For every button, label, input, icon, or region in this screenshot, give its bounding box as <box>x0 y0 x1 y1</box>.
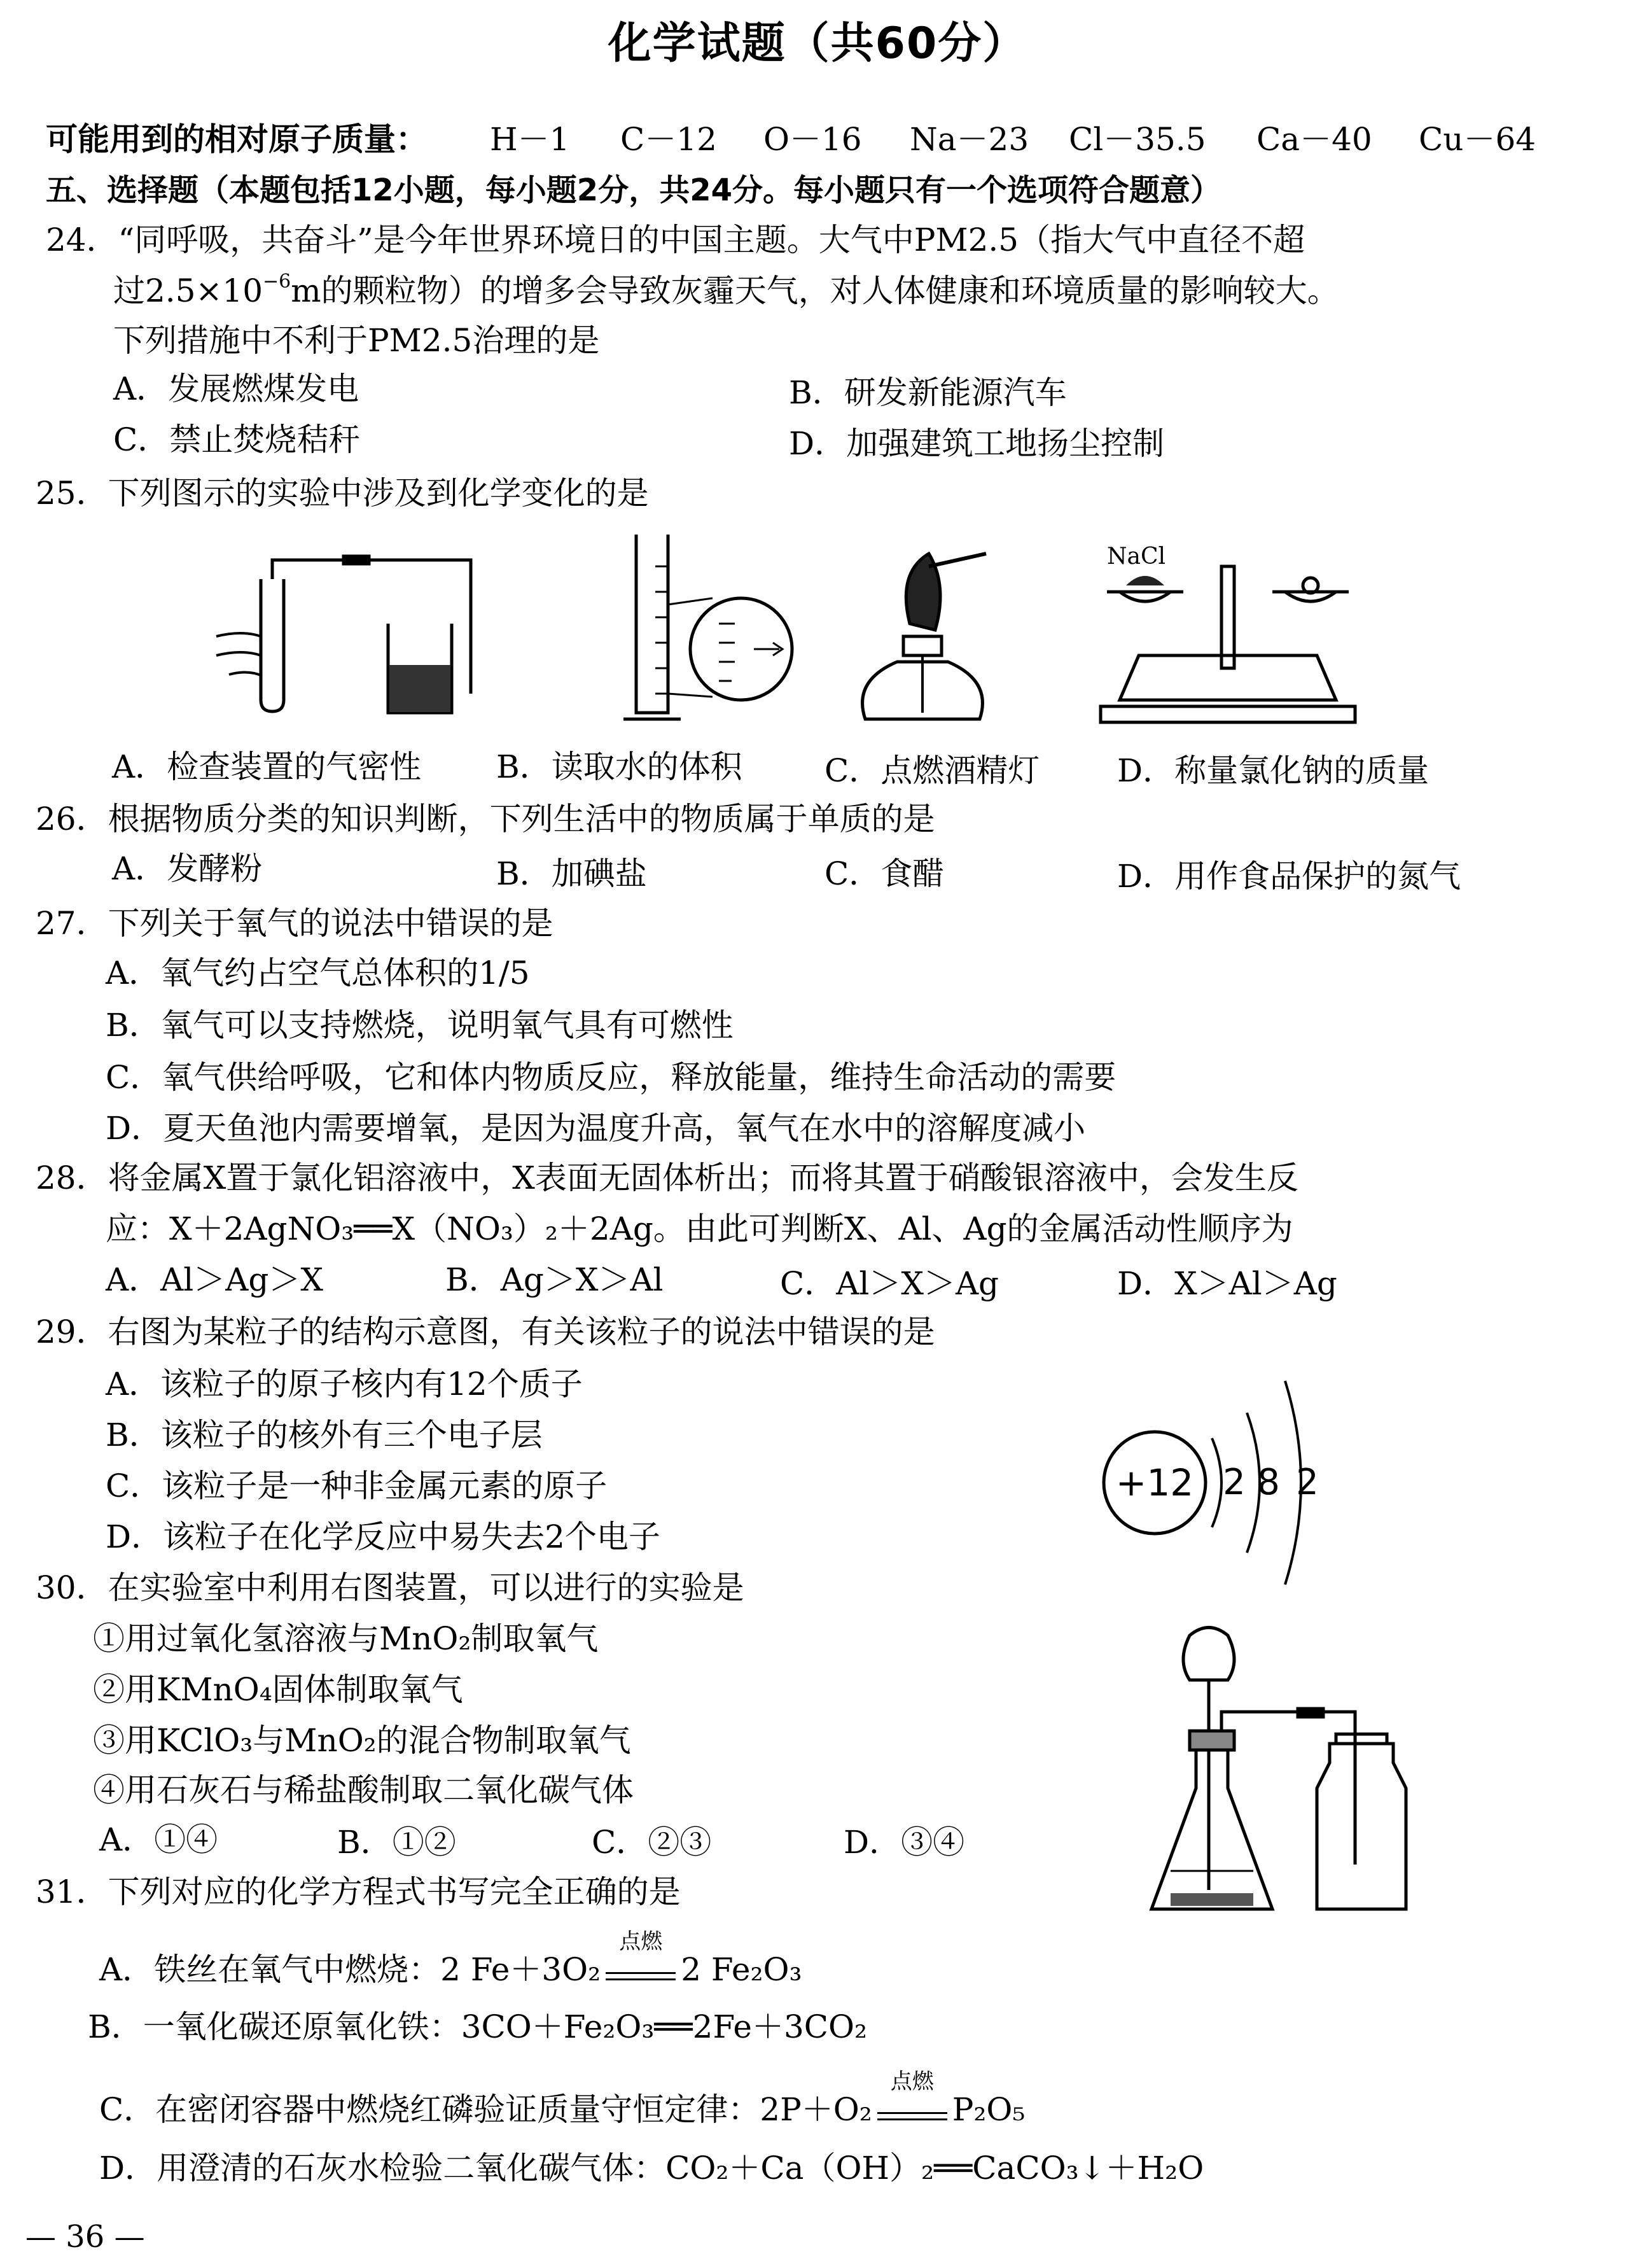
q28-option-a: A．Al＞Ag＞X <box>106 1261 323 1298</box>
atomic-mass-label: 可能用到的相对原子质量： <box>46 121 428 158</box>
q30-option-a: A．①④ <box>99 1821 218 1858</box>
q27-option-c: C．氧气供给呼吸，它和体内物质反应，释放能量，维持生命活动的需要 <box>106 1059 1117 1096</box>
q30-option-b: B．①② <box>337 1824 456 1861</box>
q28-option-c: C．Al＞X＞Ag <box>780 1265 999 1302</box>
q24-option-b: B．研发新能源汽车 <box>789 374 1067 411</box>
atomic-mass-cu: Cu－64 <box>1419 121 1536 158</box>
q26-stem: 26．根据物质分类的知识判断，下列生活中的物质属于单质的是 <box>36 801 935 837</box>
q25-stem: 25．下列图示的实验中涉及到化学变化的是 <box>36 475 649 512</box>
q30-item-1: ①用过氧化氢溶液与MnO₂制取氧气 <box>93 1620 599 1657</box>
shell-1-electrons: 2 <box>1223 1462 1246 1503</box>
q30-apparatus-figure <box>1145 1616 1431 1915</box>
q30-item-2: ②用KMnO₄固体制取氧气 <box>93 1671 463 1708</box>
reaction-arrow-ignite: 点燃 <box>606 1953 676 1980</box>
q25-option-d: D．称量氯化钠的质量 <box>1117 752 1430 789</box>
q29-stem: 29．右图为某粒子的结构示意图，有关该粒子的说法中错误的是 <box>36 1313 935 1350</box>
q30-option-d: D．③④ <box>844 1824 965 1861</box>
nucleus-charge: +12 <box>1115 1461 1194 1504</box>
shell-2-electrons: 8 <box>1257 1462 1280 1503</box>
q31-option-c: C．在密闭容器中燃烧红磷验证质量守恒定律：2P＋O₂ 点燃 P₂O₅ <box>99 2069 1026 2128</box>
shell-3-electrons: 2 <box>1296 1462 1319 1503</box>
q24-option-d: D．加强建筑工地扬尘控制 <box>789 425 1165 462</box>
q30-option-c: C．②③ <box>592 1824 712 1861</box>
atomic-mass-o: O－16 <box>763 121 862 158</box>
q26-option-d: D．用作食品保护的氮气 <box>1117 858 1461 895</box>
atomic-mass-cl: Cl－35.5 <box>1069 121 1206 158</box>
q28-option-b: B．Ag＞X＞Al <box>445 1261 664 1298</box>
q26-option-c: C．食醋 <box>824 855 945 892</box>
q27-option-d: D．夏天鱼池内需要增氧，是因为温度升高，氧气在水中的溶解度减小 <box>106 1110 1086 1147</box>
q31-option-d: D．用澄清的石灰水检验二氧化碳气体：CO₂＋Ca（OH）₂══CaCO₃↓＋H₂O <box>99 2150 1204 2187</box>
q30-stem: 30．在实验室中利用右图装置，可以进行的实验是 <box>36 1569 744 1606</box>
q25-figure-b-cylinder <box>623 528 814 732</box>
q24-option-a: A．发展燃煤发电 <box>113 370 359 407</box>
q24-stem-line3: 下列措施中不利于PM2.5治理的是 <box>113 322 600 359</box>
atomic-mass-c: C－12 <box>620 121 717 158</box>
q29-atomic-structure-diagram <box>1094 1368 1336 1597</box>
q29-option-b: B．该粒子的核外有三个电子层 <box>106 1417 543 1453</box>
q24-option-c: C．禁止焚烧秸秆 <box>113 421 361 458</box>
q29-option-a: A．该粒子的原子核内有12个质子 <box>106 1366 583 1403</box>
q27-option-b: B．氧气可以支持燃烧，说明氧气具有可燃性 <box>106 1007 734 1044</box>
q25-option-c: C．点燃酒精灯 <box>824 752 1040 789</box>
reaction-arrow-ignite: 点燃 <box>877 2093 947 2120</box>
q25-figure-c-alcohol-lamp <box>852 547 992 732</box>
q29-option-c: C．该粒子是一种非金属元素的原子 <box>106 1467 608 1504</box>
q28-option-d: D．X＞Al＞Ag <box>1117 1265 1337 1302</box>
q25-figure-a-airtightness <box>191 554 484 719</box>
page-title: 化学试题（共60分） <box>608 18 1027 69</box>
q24-stem-line1: 24．“同呼吸，共奋斗”是今年世界环境日的中国主题。大气中PM2.5（指大气中直径不超 <box>46 221 1305 258</box>
section-heading: 五、选择题（本题包括12小题，每小题2分，共24分。每小题只有一个选项符合题意） <box>46 172 1221 208</box>
q28-stem-line2: 应：X＋2AgNO₃══X（NO₃）₂＋2Ag。由此可判断X、Al、Ag的金属活动性顺序为 <box>106 1210 1293 1247</box>
q25-figure-label-nacl: NaCl <box>1107 543 1166 570</box>
q26-option-b: B．加碘盐 <box>496 855 647 892</box>
q26-option-a: A．发酵粉 <box>112 850 263 887</box>
q27-option-a: A．氧气约占空气总体积的1/5 <box>106 955 530 991</box>
atomic-mass-na: Na－23 <box>910 121 1029 158</box>
q24-stem-line2: 过$2.5\times 10^{-6}m$的颗粒物）的增多会导致灰霾天气，对人体健康和环境质量的影响较大。 <box>113 270 1339 309</box>
q25-option-b: B．读取水的体积 <box>496 748 742 785</box>
q30-item-4: ④用石灰石与稀盐酸制取二氧化碳气体 <box>93 1772 634 1809</box>
q28-stem-line1: 28．将金属X置于氯化铝溶液中，X表面无固体析出；而将其置于硝酸银溶液中，会发生反 <box>36 1159 1298 1196</box>
q31-stem: 31．下列对应的化学方程式书写完全正确的是 <box>36 1873 681 1910</box>
q31-option-b: B．一氧化碳还原氧化铁：3CO＋Fe₂O₃══2Fe＋3CO₂ <box>88 2008 868 2045</box>
q25-option-a: A．检查装置的气密性 <box>112 748 422 785</box>
atomic-mass-h: H－1 <box>490 121 570 158</box>
page-number: — 36 — <box>25 2219 145 2255</box>
q30-item-3: ③用KClO₃与MnO₂的混合物制取氧气 <box>93 1722 631 1759</box>
q31-option-a: A．铁丝在氧气中燃烧：2 Fe＋3O₂ 点燃 2 Fe₂O₃ <box>99 1929 802 1988</box>
q27-stem: 27．下列关于氧气的说法中错误的是 <box>36 905 553 942</box>
q29-option-d: D．该粒子在化学反应中易失去2个电子 <box>106 1518 660 1555</box>
atomic-mass-ca: Ca－40 <box>1256 121 1372 158</box>
